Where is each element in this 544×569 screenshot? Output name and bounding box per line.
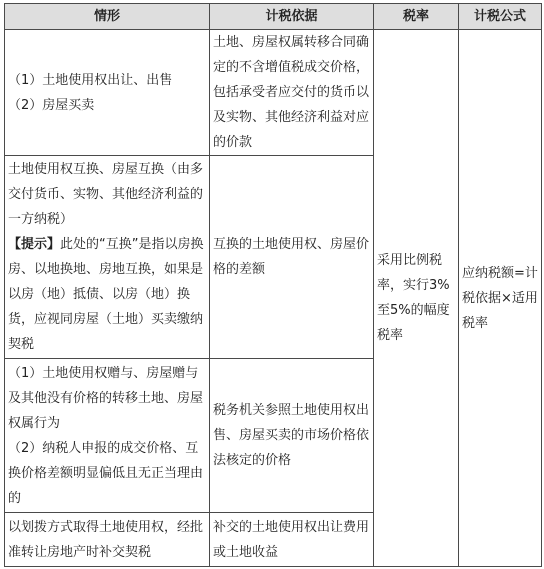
table-header-row <box>5 4 542 30</box>
situation-cell <box>5 30 210 156</box>
situation-line: （2）纳税人申报的成交价格、互换价格差额明显偏低且无正当理由的 <box>8 440 204 506</box>
situation-text: 土地使用权互换、房屋互换（由多交付货币、实物、其他经济利益的一方纳税） <box>8 162 204 227</box>
header-tax-formula: 计税公式 <box>459 4 542 30</box>
situation-line: （1）土地使用权出让、出售 <box>8 72 173 88</box>
deed-tax-table <box>4 3 542 567</box>
tip-text: 此处的“互换”是指以房换房、以地换地、房地互换，如果是以房（地）抵债、以房（地）换货，应视同房屋（土地）买卖缴纳契税 <box>8 237 204 352</box>
tip-label: 【提示】 <box>8 237 61 252</box>
tax-basis-cell: 补交的土地使用权出让费用或土地收益 <box>210 513 374 567</box>
tax-basis-cell: 税务机关参照土地使用权出售、房屋买卖的市场价格依法核定的价格 <box>210 359 374 513</box>
tax-basis-cell: 土地、房屋权属转移合同确定的不含增值税成交价格，包括承受者应交付的货币以及实物、其他经济利益对应的价款 <box>210 30 374 156</box>
tax-rate-cell: 采用比例税率，实行3%至5%的幅度税率 <box>374 30 459 567</box>
tax-formula-cell: 应纳税额=计税依据×适用税率 <box>459 30 542 567</box>
situation-cell <box>5 359 210 513</box>
tax-basis-cell: 互换的土地使用权、房屋价格的差额 <box>210 156 374 359</box>
situation-line: （1）土地使用权赠与、房屋赠与及其他没有价格的转移土地、房屋权属行为 <box>8 365 204 431</box>
header-situation: 情形 <box>5 4 210 30</box>
table-row <box>5 30 542 156</box>
situation-line: （2）房屋买卖 <box>8 97 95 113</box>
situation-cell: 以划拨方式取得土地使用权，经批准转让房地产时补交契税 <box>5 513 210 567</box>
header-tax-basis: 计税依据 <box>210 4 374 30</box>
situation-cell <box>5 156 210 359</box>
header-tax-rate: 税率 <box>374 4 459 30</box>
